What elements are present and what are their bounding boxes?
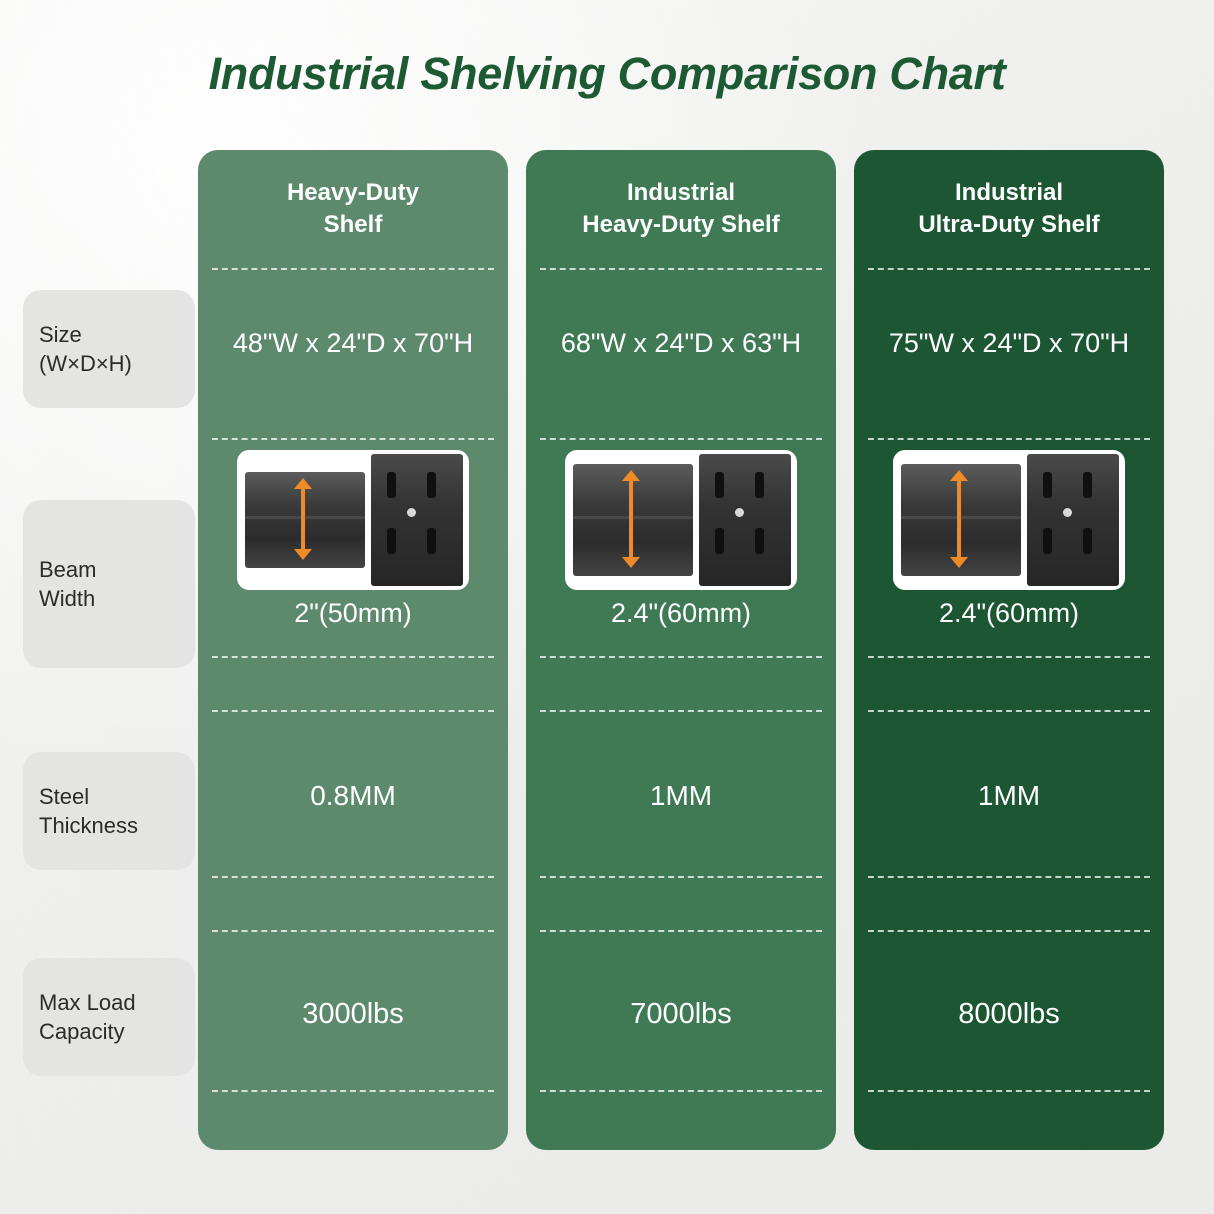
product-column-industrial-ultra-duty-shelf <box>854 150 1164 1150</box>
divider <box>540 710 822 712</box>
row-label-beam-line2: Width <box>39 586 96 611</box>
row-label-steel-line1: Steel <box>39 784 90 809</box>
bracket-slot <box>755 472 764 498</box>
beam-width-arrow-icon <box>629 480 633 558</box>
divider <box>540 268 822 270</box>
divider <box>868 1090 1150 1092</box>
row-label-beam-width <box>23 500 195 668</box>
bracket-slot <box>715 528 724 554</box>
divider <box>212 1090 494 1092</box>
divider <box>212 268 494 270</box>
row-label-beam-line1: Beam <box>39 557 97 582</box>
bracket-slot <box>1043 472 1052 498</box>
bracket-slot <box>387 472 396 498</box>
product-column-industrial-heavy-duty-shelf <box>526 150 836 1150</box>
bracket-rivet <box>735 508 744 517</box>
cell-beam-width <box>854 450 1164 629</box>
row-label-max-load <box>23 958 195 1076</box>
row-label-steel-thickness <box>23 752 195 870</box>
column-header-line2: Ultra-Duty Shelf <box>918 211 1100 238</box>
beam-width-value: 2.4"(60mm) <box>938 598 1080 628</box>
column-header-line2: Heavy-Duty Shelf <box>582 211 780 238</box>
divider <box>868 710 1150 712</box>
cell-max-load: 3000lbs <box>302 998 404 1030</box>
cell-beam-width <box>526 450 836 629</box>
divider <box>540 438 822 440</box>
divider <box>540 930 822 932</box>
cell-size: 48"W x 24"D x 70"H <box>232 328 474 358</box>
bracket-slot <box>387 528 396 554</box>
divider <box>868 438 1150 440</box>
column-header-line1: Heavy-Duty <box>286 179 420 206</box>
column-header <box>198 150 508 268</box>
cell-steel-thickness: 1MM <box>977 780 1041 811</box>
bracket-slot <box>427 528 436 554</box>
row-label-size <box>23 290 195 408</box>
column-header-line1: Industrial <box>954 179 1063 206</box>
column-header <box>526 150 836 268</box>
divider <box>540 876 822 878</box>
bracket-slot <box>715 472 724 498</box>
beam-width-arrow-icon <box>957 480 961 558</box>
row-label-size-line2: (W×D×H) <box>39 351 132 376</box>
divider <box>540 1090 822 1092</box>
column-header-line1: Industrial <box>626 179 735 206</box>
divider <box>212 876 494 878</box>
beam-width-value: 2.4"(60mm) <box>610 598 752 628</box>
bracket-rivet <box>407 508 416 517</box>
beam-bracket-shape <box>699 454 791 586</box>
cell-steel-thickness: 1MM <box>649 780 713 811</box>
divider <box>868 656 1150 658</box>
divider <box>540 656 822 658</box>
divider <box>212 930 494 932</box>
row-label-steel-line2: Thickness <box>39 813 139 838</box>
beam-bracket-shape <box>371 454 463 586</box>
row-label-load-line2: Capacity <box>39 1019 125 1044</box>
beam-width-value: 2"(50mm) <box>294 598 412 628</box>
cell-size: 75"W x 24"D x 70"H <box>888 328 1130 358</box>
product-columns <box>198 150 1192 1150</box>
divider <box>868 268 1150 270</box>
divider <box>868 930 1150 932</box>
page-title: Industrial Shelving Comparison Chart <box>208 48 1006 99</box>
bracket-slot <box>1083 528 1092 554</box>
beam-bracket-shape <box>1027 454 1119 586</box>
cell-steel-thickness: 0.8MM <box>310 780 396 811</box>
bracket-slot <box>1083 472 1092 498</box>
beam-photo <box>565 450 797 590</box>
column-header-line2: Shelf <box>323 211 383 238</box>
cell-size: 68"W x 24"D x 63"H <box>560 328 802 358</box>
row-label-load-line1: Max Load <box>39 990 136 1015</box>
row-label-column <box>23 150 203 1150</box>
divider <box>212 656 494 658</box>
divider <box>212 710 494 712</box>
divider <box>212 438 494 440</box>
beam-width-arrow-icon <box>301 488 305 550</box>
bracket-slot <box>427 472 436 498</box>
product-column-heavy-duty-shelf <box>198 150 508 1150</box>
cell-beam-width <box>198 450 508 629</box>
beam-photo <box>237 450 469 590</box>
bracket-slot <box>1043 528 1052 554</box>
beam-photo <box>893 450 1125 590</box>
divider <box>868 876 1150 878</box>
row-label-size-line1: Size <box>39 322 82 347</box>
cell-max-load: 8000lbs <box>958 998 1060 1030</box>
bracket-rivet <box>1063 508 1072 517</box>
bracket-slot <box>755 528 764 554</box>
column-header <box>854 150 1164 268</box>
cell-max-load: 7000lbs <box>630 998 732 1030</box>
